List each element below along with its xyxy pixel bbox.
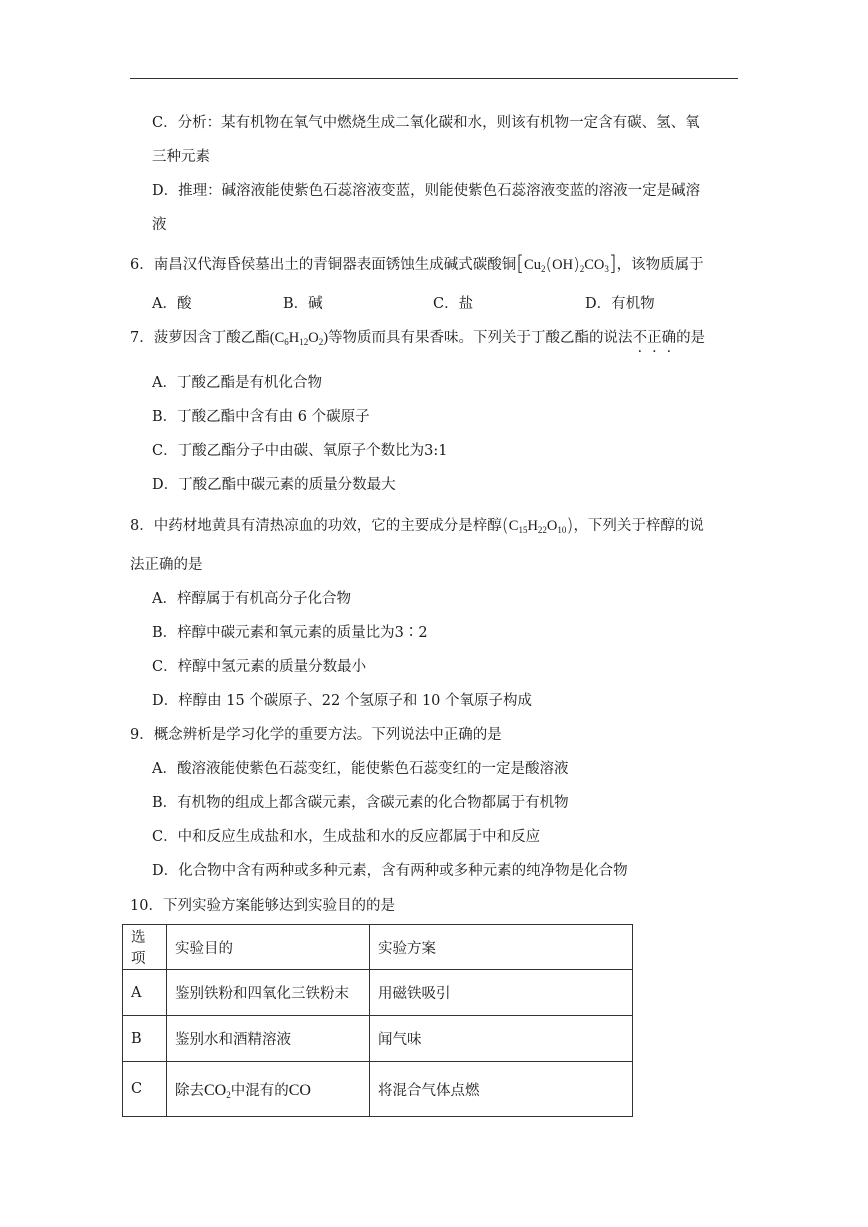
q9-option-a: A．酸溶液能使紫色石蕊变红，能使紫色石蕊变红的一定是酸溶液 [152, 761, 569, 777]
q8-stem: 8．中药材地黄具有清热凉血的功效，它的主要成分是梓醇$(C_{15}H_{22}O_{10})$，下列关于梓醇的说 [130, 515, 704, 536]
q10-table [122, 924, 633, 1117]
q5-option-d-line1: D．推理：碱溶液能使紫色石蕊溶液变蓝，则能使紫色石蕊溶液变蓝的溶液一定是碱溶 [152, 183, 701, 199]
table-cell: C [123, 1062, 167, 1117]
q8-stem-line2: 法正确的是 [130, 557, 203, 573]
emphasis-char: 不 [632, 330, 648, 346]
table-cell: 将混合气体点燃 [370, 1062, 633, 1117]
q6-stem-before: 6．南昌汉代海昏侯墓出土的青铜器表面锈蚀生成碱式碳酸铜 [130, 257, 517, 273]
table-row [123, 1016, 633, 1062]
q6-option-c: C．盐 [433, 296, 474, 312]
table-cell: B [123, 1016, 167, 1062]
q6-stem [130, 251, 704, 275]
q8-option-a: A．梓醇属于有机高分子化合物 [152, 591, 351, 607]
q8-option-d: D．梓醇由 15 个碳原子、22 个氢原子和 10 个氧原子构成 [152, 693, 533, 709]
bracket-close: ] [608, 251, 617, 275]
table-header: 选项 [123, 925, 167, 970]
q6-option-d: D．有机物 [585, 296, 655, 312]
q7-stem: 7．菠萝因含丁酸乙酯$(C_6H_{12}O_2)$等物质而具有果香味。下列关于丁酸乙酯的说法不正确的是 [130, 330, 706, 347]
table-row [123, 970, 633, 1016]
q9-option-d: D．化合物中含有两种或多种元素，含有两种或多种元素的纯净物是化合物 [152, 863, 628, 879]
table-header-row [123, 925, 633, 970]
q8-formula: $C_{15}H_{22}O_{10}$ [508, 518, 567, 535]
table-cell: 鉴别铁粉和四氧化三铁粉末 [167, 970, 370, 1016]
q7-option-d: D．丁酸乙酯中碳元素的质量分数最大 [152, 477, 396, 493]
q6-option-a: A．酸 [152, 296, 192, 312]
q8-option-c: C．梓醇中氢元素的质量分数最小 [152, 659, 367, 675]
q7-option-b: B．丁酸乙酯中含有由 6 个碳原子 [152, 409, 370, 425]
q5-option-c-line2: 三种元素 [152, 149, 210, 165]
header-rule [130, 78, 738, 79]
table-cell: 除去$CO_2$中混有的CO [167, 1062, 370, 1117]
q6-option-b: B．碱 [283, 296, 323, 312]
q8-option-b: B．梓醇中碳元素和氧元素的质量比为3∶2 [152, 625, 428, 641]
q5-option-d-line2: 液 [152, 217, 167, 233]
q9-option-b: B．有机物的组成上都含碳元素，含碳元素的化合物都属于有机物 [152, 795, 569, 811]
q9-stem: 9．概念辨析是学习化学的重要方法。下列说法中正确的是 [130, 727, 502, 743]
table-cell: 鉴别水和酒精溶液 [167, 1016, 370, 1062]
bracket-open: [ [516, 251, 525, 275]
q6-formula: $Cu_2(OH)_2CO_3$ [524, 255, 609, 275]
q7-option-a: A．丁酸乙酯是有机化合物 [152, 375, 322, 391]
q10-stem: 10．下列实验方案能够达到实验目的的是 [130, 898, 395, 914]
q9-option-c: C．中和反应生成盐和水，生成盐和水的反应都属于中和反应 [152, 829, 541, 845]
q7-formula: $(C_6H_{12}O_2)$ [269, 330, 329, 347]
q7-option-c: C．丁酸乙酯分子中由碳、氧原子个数比为3:1 [152, 443, 448, 459]
table-header: 实验目的 [167, 925, 370, 970]
emphasis-char: 正 [647, 330, 662, 346]
table-cell: 用磁铁吸引 [370, 970, 633, 1016]
table-cell: 闻气味 [370, 1016, 633, 1062]
emphasis-char: 确 [661, 330, 677, 346]
table-header: 实验方案 [370, 925, 633, 970]
q5-option-c-line1: C．分析：某有机物在氧气中燃烧生成二氧化碳和水，则该有机物一定含有碳、氢、氧 [152, 115, 700, 131]
q6-stem-after: ，该物质属于 [616, 257, 704, 273]
table-row [123, 1062, 633, 1117]
table-cell: A [123, 970, 167, 1016]
